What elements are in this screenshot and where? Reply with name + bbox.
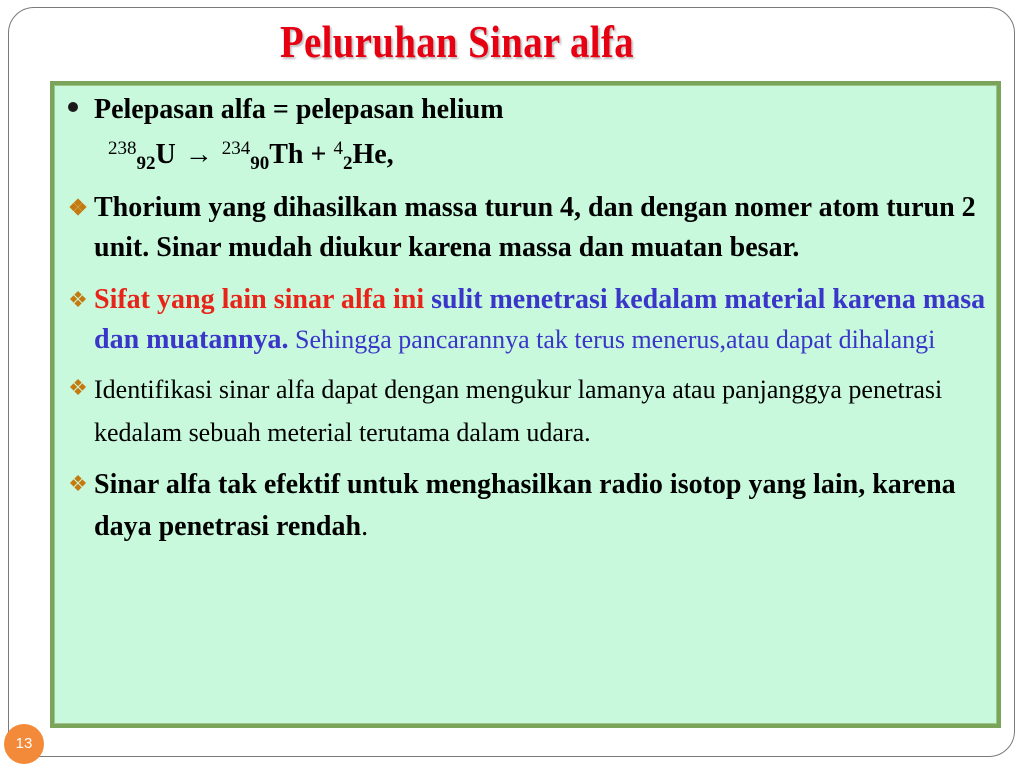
bullet-text-end: .	[361, 511, 369, 542]
diamond-icon: ❖	[68, 471, 88, 496]
bullet-text: Pelepasan alfa = pelepasan helium	[94, 94, 504, 125]
bullet-text: Identifikasi sinar alfa dapat dengan mengukur lamanya atau panjanggya penetrasi kedalam sebuah meterial terutama dalam udara.	[94, 375, 943, 447]
uranium-symbol: U	[155, 139, 176, 170]
uranium-mass-number: 238	[108, 138, 137, 159]
diamond-icon: ❖	[68, 287, 88, 312]
thorium-mass-number: 234	[221, 138, 251, 159]
bullet-text-red: Sifat yang lain sinar alfa ini	[94, 284, 425, 315]
bullet-text-blue-bold: sulit menetrasi kedalam material karena masa dan muatannya.	[94, 284, 986, 355]
slide-title: Peluruhan Sinar alfa	[279, 17, 635, 67]
bullet-text-bold: Sinar alfa tak efektif untuk menghasilkan radio isotop yang lain, karena daya penetrasi rendah	[94, 469, 956, 542]
decay-equation	[62, 129, 997, 184]
thorium-symbol: Th +	[269, 139, 334, 170]
diamond-icon: ❖	[68, 375, 88, 400]
bullet-text-blue: Sehingga pancarannya tak terus menerus,atau dapat dihalangi	[288, 325, 936, 354]
helium-atomic-number: 2	[342, 153, 353, 174]
uranium-atomic-number: 92	[136, 153, 156, 174]
thorium-atomic-number: 90	[250, 153, 270, 174]
slide-content	[62, 91, 997, 548]
bullet-text: Thorium yang dihasilkan massa turun 4, dan dengan nomer atom turun 2 unit. Sinar mudah diukur karena massa dan muatan besar.	[94, 192, 976, 263]
bullet-item-thorium	[62, 188, 997, 268]
page-number-badge: 13	[4, 724, 44, 764]
helium-symbol: He,	[352, 139, 394, 170]
arrow-icon: →	[184, 139, 213, 170]
bullet-dot-icon	[68, 102, 78, 112]
diamond-icon: ❖	[68, 195, 88, 220]
bullet-item-efektif	[62, 464, 997, 548]
bullet-item-identifikasi	[62, 368, 997, 454]
bullet-item-sifat	[62, 280, 997, 360]
bullet-item-helium	[62, 91, 997, 129]
helium-mass-number: 4	[333, 138, 343, 159]
